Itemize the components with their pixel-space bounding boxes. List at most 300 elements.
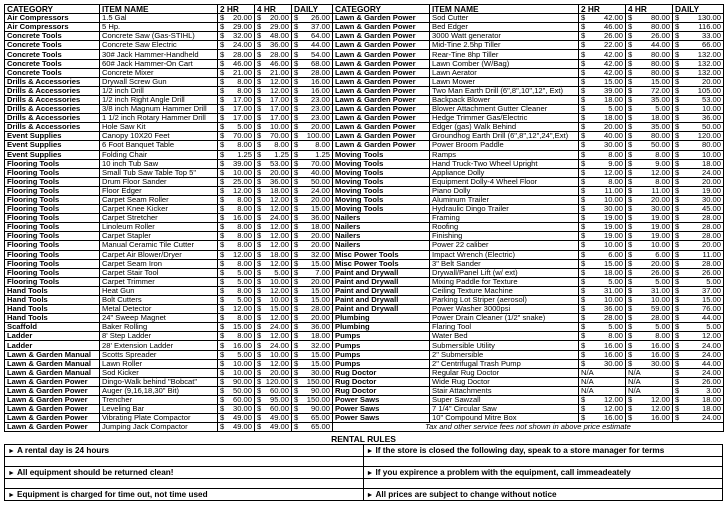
price-4hr-cell: [626, 195, 673, 204]
price-value: 36.00: [603, 304, 623, 314]
price-4hr-cell: [626, 341, 673, 350]
rule-text: All prices are subject to change without notice: [375, 490, 557, 500]
price-daily-cell: [292, 59, 333, 68]
price-value: 12.00: [650, 404, 670, 414]
price-4hr-cell: [626, 250, 673, 259]
table-row: [5, 396, 724, 405]
price-2hr-cell: [218, 23, 255, 32]
category-cell: Flooring Tools: [5, 214, 100, 223]
price-value: 120.00: [697, 131, 721, 141]
currency-symbol: $: [675, 131, 680, 141]
price-value: 68.00: [310, 59, 330, 68]
price-4hr-cell: [626, 114, 673, 123]
price-value: 10.00: [232, 359, 252, 368]
item-name-cell: Folding Chair: [100, 150, 218, 159]
category-cell: Flooring Tools: [5, 223, 100, 232]
table-row: [5, 223, 724, 232]
currency-symbol: $: [294, 340, 299, 350]
price-value: 8.00: [237, 204, 252, 214]
price-value: 132.00: [697, 68, 721, 77]
price-value: 37.00: [310, 22, 330, 32]
category-cell: Lawn & Garden Power: [333, 95, 430, 104]
price-value: 15.00: [603, 77, 623, 86]
price-2hr-cell: [218, 396, 255, 405]
category-cell: Flooring Tools: [5, 159, 100, 168]
currency-symbol: $: [294, 49, 299, 59]
category-cell: Air Compressors: [5, 14, 100, 23]
currency-symbol: $: [628, 268, 633, 277]
price-daily-cell: [292, 405, 333, 414]
item-name-cell: Submersible Utility: [430, 341, 579, 350]
currency-symbol: $: [220, 59, 225, 68]
price-daily-cell: [673, 177, 724, 186]
currency-symbol: $: [628, 13, 633, 23]
rule-item: [5, 467, 364, 479]
currency-symbol: $: [257, 150, 262, 159]
price-2hr-cell: [579, 205, 626, 214]
price-value: 15.00: [310, 204, 330, 214]
price-2hr-cell: [218, 195, 255, 204]
currency-symbol: $: [257, 386, 262, 395]
item-name-cell: Flaring Tool: [430, 323, 579, 332]
price-daily-cell: [292, 223, 333, 232]
item-name-cell: Metal Detector: [100, 305, 218, 314]
price-value: 15.00: [603, 259, 623, 268]
price-2hr-cell: [218, 132, 255, 141]
currency-symbol: $: [628, 95, 633, 104]
item-name-cell: Backpack Blower: [430, 95, 579, 104]
currency-symbol: $: [628, 240, 633, 250]
currency-symbol: $: [581, 13, 586, 23]
table-row: [5, 141, 724, 150]
category-cell: Lawn & Garden Power: [5, 377, 100, 386]
currency-symbol: $: [294, 177, 299, 186]
price-value: 10.00: [701, 104, 721, 114]
currency-symbol: $: [294, 404, 299, 414]
item-name-cell: Jumping Jack Compactor: [100, 423, 218, 432]
currency-symbol: $: [294, 77, 299, 86]
price-4hr-cell: [255, 268, 292, 277]
price-daily-cell: [673, 50, 724, 59]
currency-symbol: $: [257, 277, 262, 286]
price-daily-cell: [673, 205, 724, 214]
category-cell: Flooring Tools: [5, 177, 100, 186]
currency-symbol: $: [257, 86, 262, 95]
price-value: 90.00: [310, 404, 330, 414]
price-value: 42.00: [603, 68, 623, 77]
currency-symbol: $: [294, 131, 299, 141]
price-4hr-cell: [255, 223, 292, 232]
currency-symbol: $: [257, 31, 262, 41]
currency-symbol: $: [257, 104, 262, 114]
price-value: 24.00: [701, 350, 721, 359]
price-value: 22.00: [603, 40, 623, 50]
table-row: [5, 14, 724, 23]
price-2hr-cell: [579, 68, 626, 77]
arrow-right-icon: ►: [8, 448, 15, 456]
price-value: 16.00: [603, 340, 623, 350]
category-cell: Air Compressors: [5, 23, 100, 32]
currency-symbol: $: [257, 49, 262, 59]
price-daily-cell: [292, 377, 333, 386]
currency-symbol: $: [628, 250, 633, 259]
price-value: 12.00: [269, 313, 289, 323]
table-row: [5, 132, 724, 141]
currency-symbol: $: [257, 286, 262, 295]
price-value: 8.00: [315, 140, 330, 150]
currency-symbol: $: [257, 413, 262, 423]
currency-symbol: $: [220, 350, 225, 359]
currency-symbol: $: [294, 386, 299, 395]
price-4hr-cell: [626, 41, 673, 50]
currency-symbol: $: [220, 231, 225, 241]
price-value: 105.00: [697, 86, 721, 95]
category-cell: Pumps: [333, 341, 430, 350]
price-4hr-cell: [626, 23, 673, 32]
currency-symbol: $: [220, 177, 225, 186]
price-daily-cell: [673, 277, 724, 286]
currency-symbol: $: [675, 13, 680, 23]
table-row: [5, 50, 724, 59]
table-row: [5, 105, 724, 114]
table-row: [5, 214, 724, 223]
category-cell: Scaffold: [5, 323, 100, 332]
currency-symbol: $: [675, 231, 680, 241]
price-daily-cell: [673, 232, 724, 241]
price-daily-cell: [673, 250, 724, 259]
price-value: 28.00: [232, 49, 252, 59]
currency-symbol: $: [294, 359, 299, 368]
price-4hr-cell: [255, 377, 292, 386]
item-name-cell: Super Sawzall: [430, 396, 579, 405]
item-name-cell: Lawn Roller: [100, 359, 218, 368]
price-value: 29.00: [232, 22, 252, 32]
price-value: 15.00: [310, 359, 330, 368]
price-4hr-cell: [626, 168, 673, 177]
table-row: [5, 296, 724, 305]
table-row: [5, 332, 724, 341]
currency-symbol: $: [257, 168, 262, 177]
price-4hr-cell: [626, 232, 673, 241]
price-value: 49.00: [232, 422, 252, 432]
price-value: 10.00: [701, 150, 721, 159]
price-value: 64.00: [310, 31, 330, 41]
price-value: 12.00: [650, 168, 670, 177]
price-4hr-cell: [255, 159, 292, 168]
category-cell: Flooring Tools: [5, 186, 100, 195]
currency-symbol: $: [628, 277, 633, 286]
currency-symbol: $: [581, 195, 586, 205]
currency-symbol: $: [294, 313, 299, 323]
table-row: [5, 59, 724, 68]
rental-rules-grid: [4, 444, 723, 501]
item-name-cell: Trencher: [100, 396, 218, 405]
price-2hr-cell: [218, 14, 255, 23]
price-value: 10.00: [650, 240, 670, 250]
currency-symbol: $: [257, 259, 262, 268]
price-daily-cell: [673, 359, 724, 368]
table-row: [5, 114, 724, 123]
currency-symbol: $: [581, 240, 586, 250]
table-row: [5, 268, 724, 277]
price-4hr-cell: [255, 95, 292, 104]
price-daily-cell: [292, 114, 333, 123]
rule-spacer: [364, 457, 723, 467]
rule-item: [5, 489, 364, 500]
price-4hr-cell: [255, 396, 292, 405]
price-daily-cell: [673, 241, 724, 250]
price-value: 20.00: [701, 240, 721, 250]
category-cell: Lawn & Garden Power: [333, 59, 430, 68]
price-value: 20.00: [269, 13, 289, 23]
price-value: 15.00: [269, 304, 289, 314]
price-value: 3.00: [706, 386, 721, 395]
currency-symbol: $: [581, 150, 586, 159]
currency-symbol: $: [220, 68, 225, 77]
currency-symbol: $: [294, 95, 299, 104]
price-value: 19.00: [650, 231, 670, 241]
item-name-cell: Mid-Tine 2.5hp Tiller: [430, 41, 579, 50]
price-value: 49.00: [232, 413, 252, 423]
currency-symbol: $: [294, 122, 299, 132]
item-name-cell: Drywall Screw Gun: [100, 77, 218, 86]
item-name-cell: Bolt Cutters: [100, 296, 218, 305]
price-value: 17.00: [232, 113, 252, 123]
price-value: 8.00: [237, 77, 252, 86]
category-cell: Misc Power Tools: [333, 259, 430, 268]
price-value: 76.00: [701, 304, 721, 314]
price-value: 90.00: [232, 377, 252, 386]
price-4hr-cell: [255, 50, 292, 59]
price-value: 5.00: [237, 350, 252, 359]
price-value: 12.00: [701, 331, 721, 341]
price-2hr-cell: [579, 195, 626, 204]
price-4hr-cell: [626, 323, 673, 332]
item-name-cell: Carpet Seam Iron: [100, 259, 218, 268]
price-daily-cell: [292, 150, 333, 159]
price-value: 5.00: [706, 277, 721, 286]
table-row: [5, 414, 724, 423]
table-row: [5, 232, 724, 241]
price-4hr-cell: [255, 205, 292, 214]
price-value: 44.00: [701, 359, 721, 368]
price-daily-cell: [292, 168, 333, 177]
currency-symbol: $: [675, 386, 680, 395]
price-value: 36.00: [269, 40, 289, 50]
price-4hr-cell: [626, 314, 673, 323]
price-4hr-cell: [626, 150, 673, 159]
price-value: 12.00: [232, 304, 252, 314]
price-4hr-cell: [626, 50, 673, 59]
price-daily-cell: [292, 159, 333, 168]
currency-symbol: $: [628, 150, 633, 159]
price-value: 5.00: [608, 277, 623, 286]
category-cell: Ladder: [5, 341, 100, 350]
price-value: 16.00: [603, 413, 623, 423]
price-2hr-cell: [218, 368, 255, 377]
price-4hr-cell: [626, 241, 673, 250]
currency-symbol: $: [257, 140, 262, 150]
price-2hr-cell: [218, 168, 255, 177]
price-4hr-cell: [255, 86, 292, 95]
currency-symbol: $: [628, 213, 633, 223]
price-2hr-cell: [218, 68, 255, 77]
item-name-cell: Floor Edger: [100, 186, 218, 195]
currency-symbol: $: [675, 404, 680, 414]
item-name-cell: Drum Floor Sander: [100, 177, 218, 186]
price-value: 23.00: [310, 113, 330, 123]
price-value: 10.00: [269, 350, 289, 359]
price-value: 9.00: [655, 159, 670, 168]
currency-symbol: $: [675, 49, 680, 59]
currency-symbol: $: [628, 22, 633, 32]
price-value: 18.00: [701, 159, 721, 168]
table-row: [5, 359, 724, 368]
item-name-cell: 28' Extension Ladder: [100, 341, 218, 350]
currency-symbol: $: [628, 331, 633, 341]
currency-symbol: $: [675, 331, 680, 341]
currency-symbol: $: [581, 286, 586, 295]
currency-symbol: $: [581, 413, 586, 423]
rule-text: If the store is closed the following day, speak to a store manager for terms: [375, 446, 665, 456]
price-value: 26.00: [650, 268, 670, 277]
currency-symbol: $: [257, 377, 262, 386]
currency-symbol: $: [220, 204, 225, 214]
currency-symbol: $: [294, 231, 299, 241]
price-daily-cell: [673, 123, 724, 132]
category-cell: Power Saws: [333, 414, 430, 423]
category-cell: Flooring Tools: [5, 268, 100, 277]
price-daily-cell: [673, 305, 724, 314]
category-cell: Concrete Tools: [5, 59, 100, 68]
price-value: 20.00: [310, 313, 330, 323]
currency-symbol: $: [257, 204, 262, 214]
currency-symbol: $: [675, 322, 680, 332]
currency-symbol: $: [220, 386, 225, 395]
price-2hr-cell: [218, 323, 255, 332]
price-daily-cell: [292, 86, 333, 95]
price-daily-cell: [673, 396, 724, 405]
item-name-cell: Leveling Bar: [100, 405, 218, 414]
category-cell: Paint and Drywall: [333, 268, 430, 277]
price-value: 19.00: [603, 231, 623, 241]
table-row: [5, 405, 724, 414]
price-4hr-cell: [255, 286, 292, 295]
table-row: [5, 68, 724, 77]
price-2hr-cell: [218, 186, 255, 195]
currency-symbol: $: [581, 331, 586, 341]
category-cell: Plumbing: [333, 323, 430, 332]
item-name-cell: Power 22 caliber: [430, 241, 579, 250]
price-value: 37.00: [701, 286, 721, 295]
price-value: 12.00: [232, 186, 252, 195]
category-cell: Moving Tools: [333, 159, 430, 168]
price-4hr-cell: [255, 41, 292, 50]
price-2hr-cell: [218, 232, 255, 241]
category-cell: Flooring Tools: [5, 250, 100, 259]
category-cell: Drills & Accessories: [5, 114, 100, 123]
price-2hr-cell: [218, 205, 255, 214]
price-value: 30.00: [603, 140, 623, 150]
price-2hr-cell: [218, 386, 255, 395]
price-daily-cell: [673, 314, 724, 323]
price-value: 8.00: [608, 331, 623, 341]
price-2hr-cell: [218, 277, 255, 286]
table-row: [5, 123, 724, 132]
price-4hr-cell: [255, 114, 292, 123]
category-cell: Drills & Accessories: [5, 77, 100, 86]
price-value: 15.00: [310, 350, 330, 359]
price-value: 17.00: [232, 104, 252, 114]
price-daily-cell: [673, 350, 724, 359]
currency-symbol: $: [220, 122, 225, 132]
price-value: 16.00: [650, 340, 670, 350]
price-4hr-cell: [255, 341, 292, 350]
price-value: 150.00: [306, 395, 330, 405]
category-cell: Moving Tools: [333, 168, 430, 177]
category-cell: Moving Tools: [333, 195, 430, 204]
price-value: 24.00: [310, 186, 330, 195]
price-value: 5.00: [237, 277, 252, 286]
currency-symbol: $: [628, 68, 633, 77]
currency-symbol: $: [675, 122, 680, 132]
currency-symbol: $: [257, 213, 262, 223]
currency-symbol: $: [294, 240, 299, 250]
price-value: 30.00: [650, 359, 670, 368]
currency-symbol: $: [675, 368, 680, 377]
price-2hr-cell: [579, 105, 626, 114]
price-daily-cell: [673, 23, 724, 32]
currency-symbol: $: [257, 77, 262, 86]
category-cell: Lawn & Garden Power: [333, 132, 430, 141]
price-daily-cell: [673, 168, 724, 177]
price-2hr-cell: [579, 114, 626, 123]
price-2hr-cell: [218, 177, 255, 186]
price-value: 10.00: [603, 295, 623, 305]
price-daily-cell: [292, 195, 333, 204]
price-value: 16.00: [232, 213, 252, 223]
price-2hr-cell: [218, 350, 255, 359]
item-name-cell: 1 1/2 inch Rotary Hammer Drill: [100, 114, 218, 123]
currency-symbol: $: [581, 22, 586, 32]
price-4hr-cell: N/A: [626, 386, 673, 395]
item-name-cell: Regular Rug Doctor: [430, 368, 579, 377]
currency-symbol: $: [220, 77, 225, 86]
price-value: 15.00: [310, 286, 330, 295]
currency-symbol: $: [257, 268, 262, 277]
price-4hr-cell: [626, 268, 673, 277]
price-4hr-cell: [255, 414, 292, 423]
item-name-cell: Lawn Mower: [430, 77, 579, 86]
price-2hr-cell: [579, 232, 626, 241]
category-cell: Lawn & Garden Power: [333, 77, 430, 86]
price-value: 15.00: [650, 77, 670, 86]
category-cell: Event Supplies: [5, 132, 100, 141]
price-4hr-cell: [626, 286, 673, 295]
currency-symbol: $: [628, 86, 633, 95]
price-daily-cell: [292, 205, 333, 214]
price-value: 16.00: [603, 350, 623, 359]
category-cell: Nailers: [333, 223, 430, 232]
price-daily-cell: [673, 132, 724, 141]
currency-symbol: $: [220, 150, 225, 159]
price-value: 7.00: [315, 268, 330, 277]
price-4hr-cell: [626, 77, 673, 86]
price-daily-cell: [292, 259, 333, 268]
price-4hr-cell: [626, 123, 673, 132]
currency-symbol: $: [220, 31, 225, 41]
currency-symbol: $: [675, 59, 680, 68]
